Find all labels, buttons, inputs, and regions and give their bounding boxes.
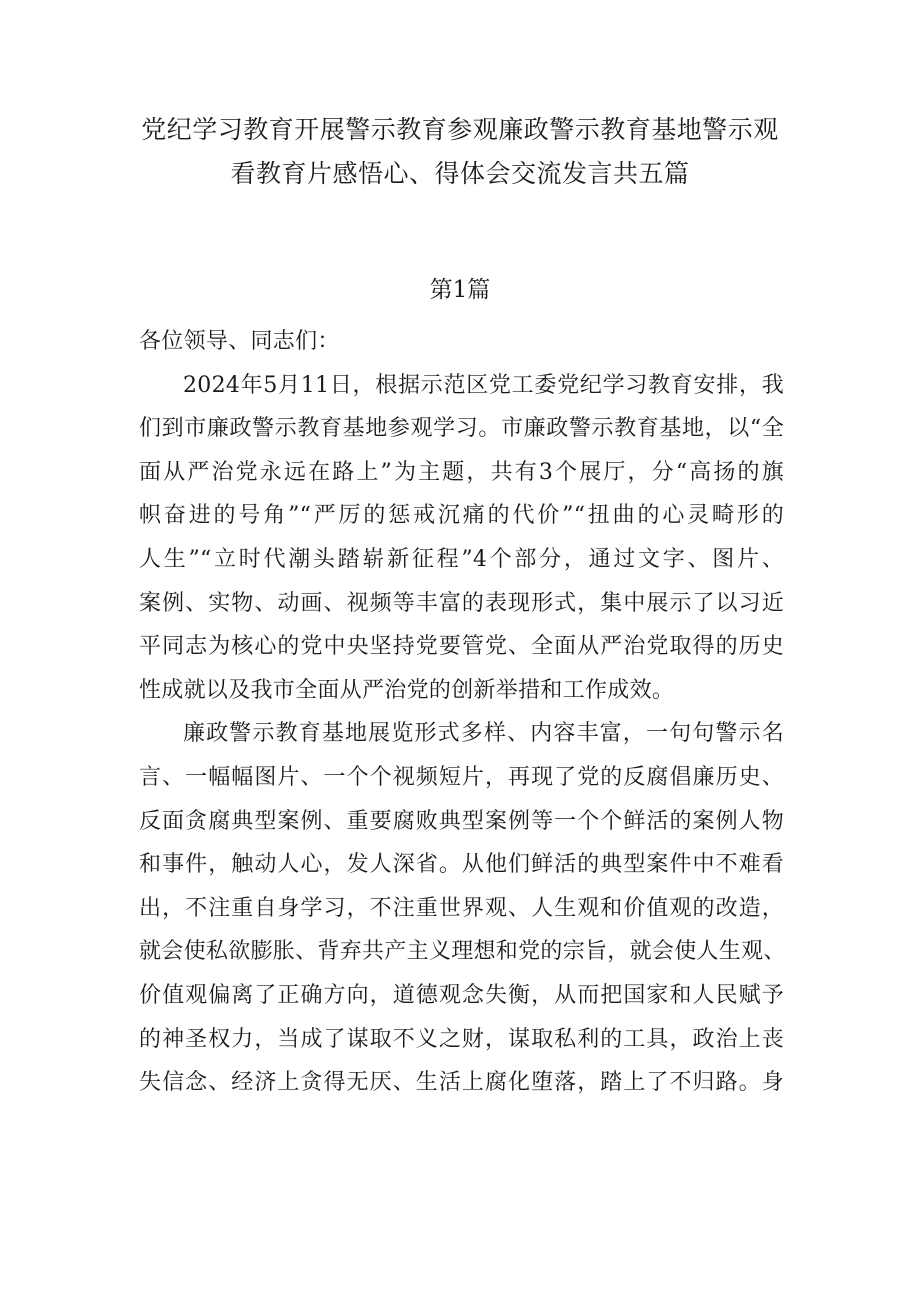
document-body xyxy=(139,320,784,1105)
paragraph-line: 人生”“立时代潮头踏崭新征程”4个部分，通过文字、图片、 xyxy=(139,546,784,572)
paragraph-line: 面从严治党永远在路上”为主题，共有3个展厅，分“高扬的旗 xyxy=(139,459,784,485)
paragraph-2 xyxy=(139,712,784,1104)
paragraph-line: 们到市廉政警示教育基地参观学习。市廉政警示教育基地，以“全 xyxy=(139,416,784,442)
paragraph-1 xyxy=(139,364,784,713)
paragraph-line: 出，不注重自身学习，不注重世界观、人生观和价值观的改造， xyxy=(139,895,784,921)
salutation: 各位领导、同志们： xyxy=(139,329,340,354)
paragraph-line: 价值观偏离了正确方向，道德观念失衡，从而把国家和人民赋予 xyxy=(139,982,784,1008)
paragraph-line: 平同志为核心的党中央坚持党要管党、全面从严治党取得的历史 xyxy=(139,634,784,660)
paragraph-line: 失信念、经济上贪得无厌、生活上腐化堕落，踏上了不归路。身 xyxy=(139,1070,784,1096)
paragraph-line: 反面贪腐典型案例、重要腐败典型案例等一个个鲜活的案例人物 xyxy=(139,808,784,834)
paragraph-line: 廉政警示教育基地展览形式多样、内容丰富，一句句警示名 xyxy=(183,721,784,747)
paragraph-line: 言、一幅幅图片、一个个视频短片，再现了党的反腐倡廉历史、 xyxy=(139,764,784,790)
document-title xyxy=(120,108,800,196)
paragraph-line: 就会使私欲膨胀、背弃共产主义理想和党的宗旨，就会使人生观、 xyxy=(139,939,786,965)
paragraph-line: 帜奋进的号角”“严厉的惩戒沉痛的代价”“扭曲的心灵畸形的 xyxy=(139,503,784,529)
paragraph-line: 案例、实物、动画、视频等丰富的表现形式，集中展示了以习近 xyxy=(139,590,784,616)
section-heading: 第1篇 xyxy=(429,277,491,303)
paragraph-line: 2024年5月11日，根据示范区党工委党纪学习教育安排，我 xyxy=(183,372,784,398)
paragraph-line: 和事件，触动人心，发人深省。从他们鲜活的典型案件中不难看 xyxy=(139,852,784,878)
paragraph-line: 性成就以及我市全面从严治党的创新举措和工作成效。 xyxy=(139,677,675,703)
paragraph-line: 的神圣权力，当成了谋取不义之财，谋取私利的工具，政治上丧 xyxy=(139,1026,784,1052)
title-line: 看教育片感悟心、得体会交流发言共五篇 xyxy=(230,159,690,188)
title-line: 党纪学习教育开展警示教育参观廉政警示教育基地警示观 xyxy=(141,115,779,144)
